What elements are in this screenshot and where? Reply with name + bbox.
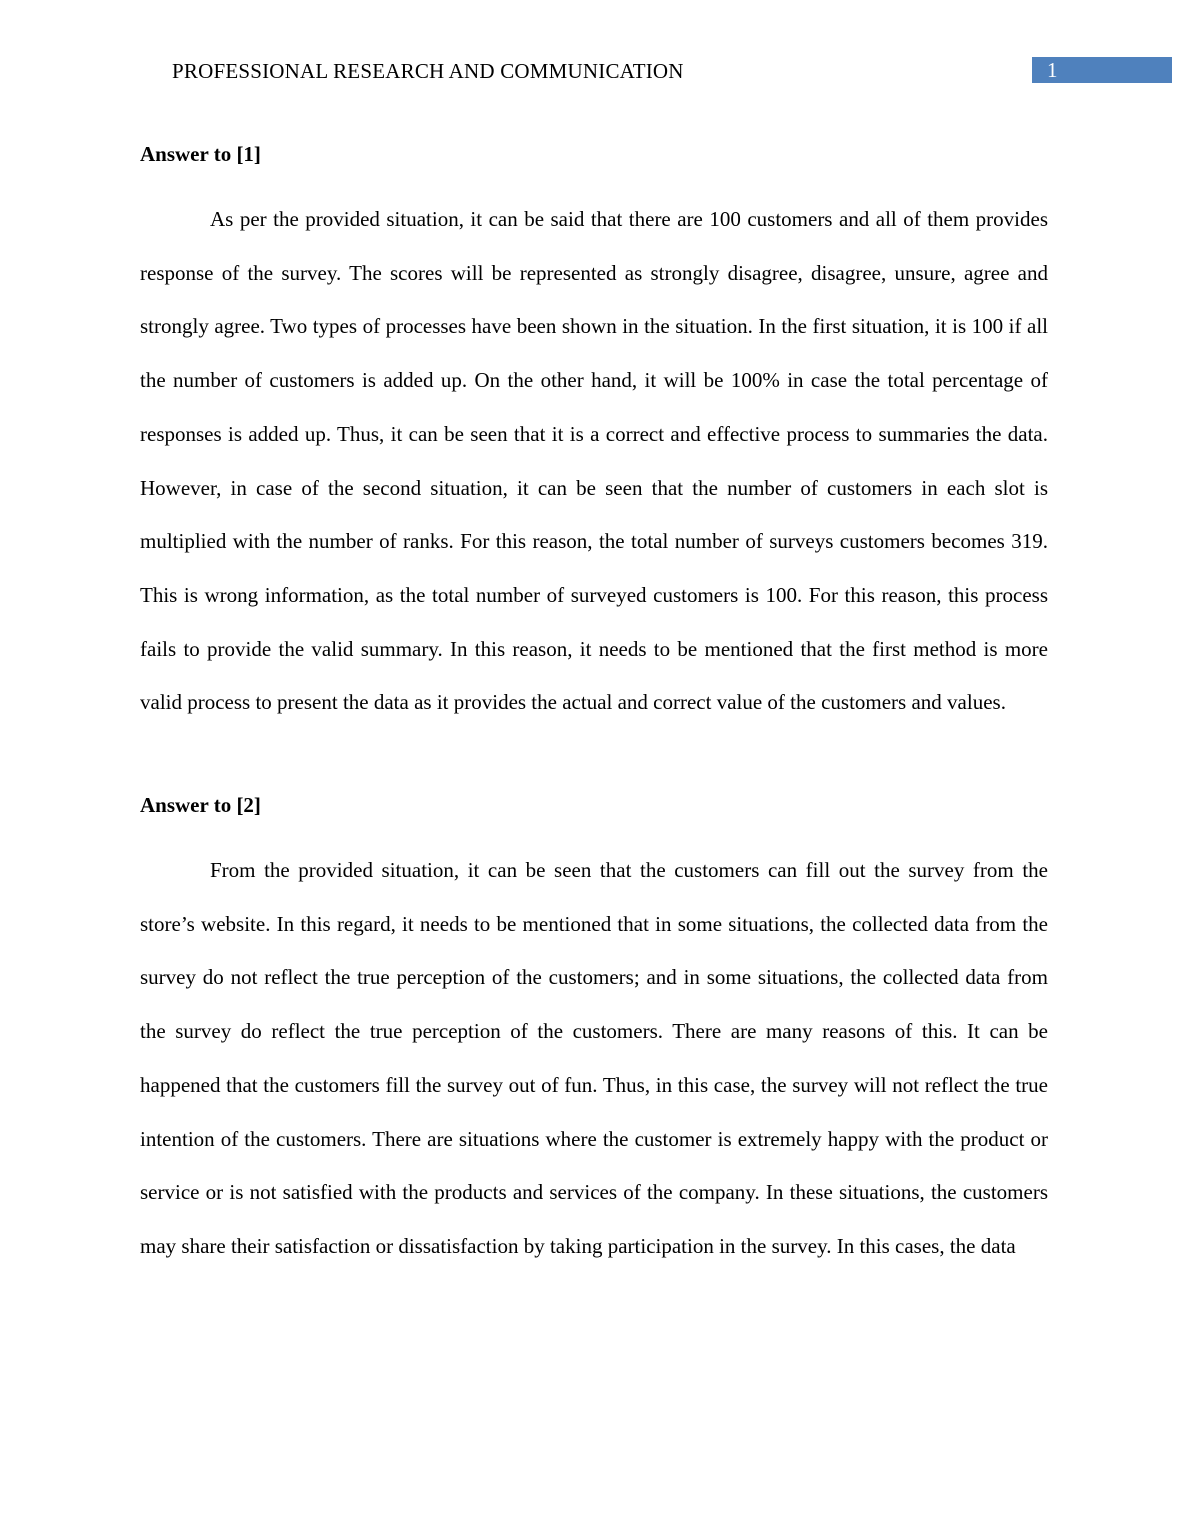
page-number-box: [1032, 57, 1172, 83]
running-head: PROFESSIONAL RESEARCH AND COMMUNICATION: [172, 59, 684, 83]
section-answer-2: [140, 790, 1048, 1274]
section-paragraph: From the provided situation, it can be seen that the customers can fill out the survey from the store’s website. In this regard, it needs to be mentioned that in some situations, the collected data from the survey do not reflect the true perception of the customers; and in some situations, the collected data from the survey do reflect the true perception of the customers. There are many reasons of this. It can be happened that the customers fill the survey out of fun. Thus, in this case, the survey will not reflect the true intention of the customers. There are situations where the customer is extremely happy with the product or service or is not satisfied with the products and services of the company. In these situations, the customers may share their satisfaction or dissatisfaction by taking participation in the survey. In this cases, the data: [140, 858, 1048, 1258]
document-body: [140, 139, 1048, 1274]
section-heading: Answer to [2]: [140, 793, 261, 818]
page-number: 1: [1047, 58, 1058, 82]
section-answer-1: [140, 139, 1048, 730]
section-heading: Answer to [1]: [140, 142, 261, 166]
section-paragraph: As per the provided situation, it can be said that there are 100 customers and all of them provides response of the survey. The scores will be represented as strongly disagree, disagree, unsure, agree and strongly agree. Two types of processes have been shown in the situation. In the first situation, it is 100 if all the number of customers is added up. On the other hand, it will be 100% in case the total percentage of responses is added up. Thus, it can be seen that it is a correct and effective process to summaries the data. However, in case of the second situation, it can be seen that the number of customers in each slot is multiplied with the number of ranks. For this reason, the total number of surveys customers becomes 319. This is wrong information, as the total number of surveyed customers is 100. For this reason, this process fails to provide the valid summary. In this reason, it needs to be mentioned that the first method is more valid process to present the data as it provides the actual and correct value of the customers and values.: [140, 207, 1048, 715]
